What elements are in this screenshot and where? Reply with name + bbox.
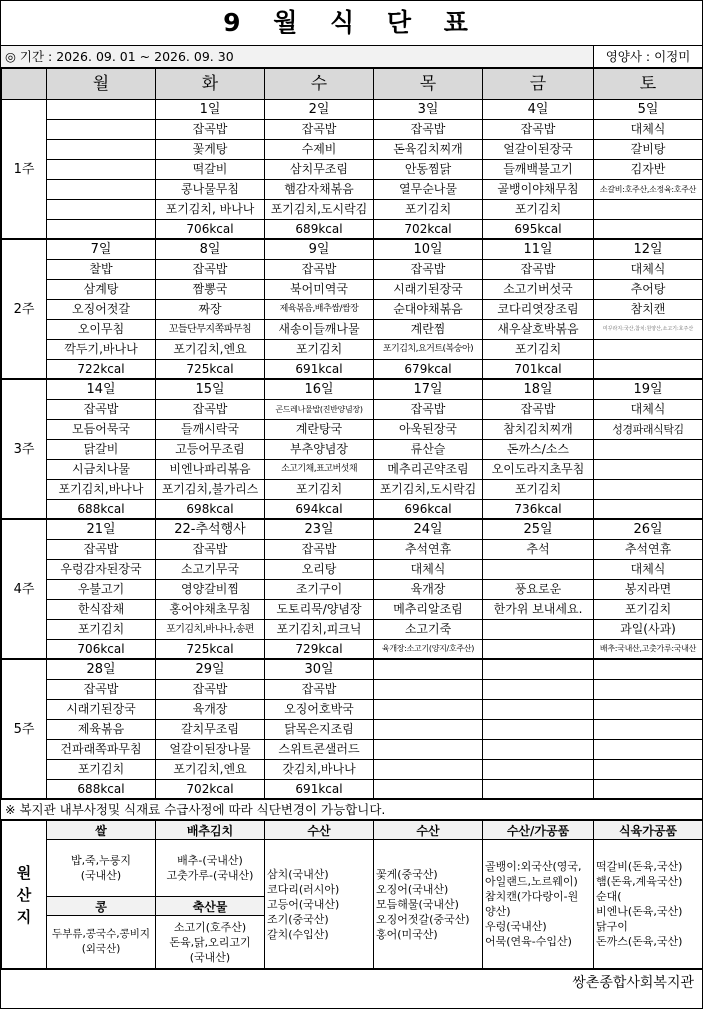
menu-item: 우렁감자된장국 (47, 560, 156, 580)
menu-item: 도토리묵/양념장 (265, 600, 374, 620)
menu-row (2, 460, 703, 480)
origin-seafood-3: 골뱅이:외국산(영국, 아일랜드,노르웨이) 참치캔(가다랑이-원 양산) 우렁(국내산) 어묵(연육-수입산) (483, 840, 594, 969)
menu-item: 햄감자채볶음 (265, 180, 374, 200)
menu-item (483, 740, 594, 760)
menu-row (2, 480, 703, 500)
kcal-cell: 725kcal (156, 640, 265, 660)
menu-item: 잡곡밥 (374, 120, 483, 140)
period-text: ◎ 기간 : 2026. 09. 01 ~ 2026. 09. 30 (5, 49, 234, 64)
menu-item: 비엔나파리볶음 (156, 460, 265, 480)
menu-item: 포기김치 (47, 620, 156, 640)
menu-item: 추어탕 (594, 280, 703, 300)
kcal-cell: 706kcal (156, 220, 265, 240)
menu-item: 대체식 (594, 560, 703, 580)
date-cell: 4일 (483, 100, 594, 120)
menu-row (2, 580, 703, 600)
menu-item (483, 720, 594, 740)
menu-item: 갈치무조림 (156, 720, 265, 740)
menu-item: 참치캔 (594, 300, 703, 320)
kcal-cell: 688kcal (47, 500, 156, 520)
menu-row (2, 600, 703, 620)
day-header: 목 (374, 69, 483, 100)
menu-row (2, 560, 703, 580)
menu-item (483, 680, 594, 700)
menu-item: 제육볶음,배추쌈/쌈장 (265, 300, 374, 320)
menu-item: 들깨백불고기 (483, 160, 594, 180)
date-cell: 2일 (265, 100, 374, 120)
menu-item: 순대야채볶음 (374, 300, 483, 320)
day-header: 월 (47, 69, 156, 100)
menu-item: 오징어젓갈 (47, 300, 156, 320)
footer-org-name: 쌍촌종합사회복지관 (1, 969, 702, 996)
menu-item: 오이무침 (47, 320, 156, 340)
date-cell: 30일 (265, 659, 374, 680)
date-cell: 19일 (594, 379, 703, 400)
date-cell: 24일 (374, 519, 483, 540)
menu-item (374, 700, 483, 720)
menu-row (2, 720, 703, 740)
menu-item: 갈비탕 (594, 140, 703, 160)
menu-item: 포기김치,불가리스 (156, 480, 265, 500)
kcal-cell (594, 360, 703, 380)
kcal-row (2, 500, 703, 520)
kcal-cell: 702kcal (156, 780, 265, 800)
kcal-cell: 육개장:소고기(양지/호주산) (374, 640, 483, 660)
menu-item: 떡갈비 (156, 160, 265, 180)
menu-item: 곤드레나물밥(진반양념장) (265, 400, 374, 420)
menu-item: 새송이들깨나물 (265, 320, 374, 340)
menu-item: 잡곡밥 (483, 260, 594, 280)
kcal-cell: 698kcal (156, 500, 265, 520)
kcal-cell (594, 500, 703, 520)
kcal-cell: 701kcal (483, 360, 594, 380)
week-label: 1주 (2, 100, 47, 240)
menu-row (2, 420, 703, 440)
menu-item: 제육볶음 (47, 720, 156, 740)
menu-item: 추석연휴 (594, 540, 703, 560)
day-header-row (2, 69, 703, 100)
menu-item (47, 180, 156, 200)
date-cell: 10일 (374, 239, 483, 260)
menu-item: 포기김치 (47, 760, 156, 780)
menu-item: 포기김치,바나나,송편 (156, 620, 265, 640)
menu-item: 잡곡밥 (47, 400, 156, 420)
menu-item: 잡곡밥 (265, 540, 374, 560)
menu-item: 잡곡밥 (483, 120, 594, 140)
date-cell: 15일 (156, 379, 265, 400)
menu-item: 우불고기 (47, 580, 156, 600)
menu-row (2, 620, 703, 640)
date-cell: 7일 (47, 239, 156, 260)
menu-row (2, 160, 703, 180)
date-row (2, 239, 703, 260)
menu-item: 깍두기,바나나 (47, 340, 156, 360)
date-cell: 26일 (594, 519, 703, 540)
menu-item: 잡곡밥 (47, 680, 156, 700)
menu-item: 미꾸라지:국산,참치:원양산,소고기:호주산 (594, 320, 703, 340)
menu-item: 스위트콘샐러드 (265, 740, 374, 760)
week-label: 4주 (2, 519, 47, 659)
menu-item: 고등어무조림 (156, 440, 265, 460)
menu-item: 돈까스/소스 (483, 440, 594, 460)
kcal-cell: 694kcal (265, 500, 374, 520)
menu-item: 오징어호박국 (265, 700, 374, 720)
date-cell: 18일 (483, 379, 594, 400)
menu-row (2, 120, 703, 140)
menu-item (374, 720, 483, 740)
menu-row (2, 760, 703, 780)
week-label: 3주 (2, 379, 47, 519)
menu-item: 부추양념장 (265, 440, 374, 460)
menu-item: 홍어야채초무침 (156, 600, 265, 620)
origin-header-seafood: 수산 (265, 821, 374, 840)
menu-item: 닭갈비 (47, 440, 156, 460)
menu-item: 시래기된장국 (47, 700, 156, 720)
menu-item: 류산슬 (374, 440, 483, 460)
date-cell: 16일 (265, 379, 374, 400)
menu-item (374, 760, 483, 780)
date-cell: 3일 (374, 100, 483, 120)
menu-item: 안동찜닭 (374, 160, 483, 180)
origin-header-rice: 쌀 (47, 821, 156, 840)
menu-item (47, 200, 156, 220)
menu-item: 삼계탕 (47, 280, 156, 300)
menu-row (2, 440, 703, 460)
menu-item: 대체식 (594, 260, 703, 280)
week-label: 2주 (2, 239, 47, 379)
menu-item: 포기김치 (483, 480, 594, 500)
date-cell: 12일 (594, 239, 703, 260)
origin-header-processed-meat: 식육가공품 (594, 821, 703, 840)
date-cell (483, 659, 594, 680)
menu-item (594, 700, 703, 720)
kcal-cell: 695kcal (483, 220, 594, 240)
menu-item: 계란찜 (374, 320, 483, 340)
menu-item (483, 700, 594, 720)
origin-meat: 소고기(호주산) 돈육,닭,오리고기 (국내산) (156, 916, 265, 969)
kcal-cell (374, 780, 483, 800)
menu-item: 소갈비:호주산,소정육:호주산 (594, 180, 703, 200)
kcal-cell: 706kcal (47, 640, 156, 660)
menu-item: 갓김치,바나나 (265, 760, 374, 780)
menu-row (2, 280, 703, 300)
menu-item: 육개장 (374, 580, 483, 600)
menu-item: 콩나물무침 (156, 180, 265, 200)
menu-item: 대체식 (594, 400, 703, 420)
change-notice: ※ 복지관 내부사정및 식재료 수급사정에 따라 식단변경이 가능합니다. (1, 800, 702, 820)
menu-item: 추석 (483, 540, 594, 560)
kcal-row (2, 220, 703, 240)
menu-row (2, 260, 703, 280)
menu-item: 잡곡밥 (156, 260, 265, 280)
origin-rice: 밥,죽,누룽지 (국내산) (47, 840, 156, 897)
date-cell: 5일 (594, 100, 703, 120)
menu-row (2, 400, 703, 420)
kcal-cell: 688kcal (47, 780, 156, 800)
origin-table (1, 820, 703, 969)
menu-item (594, 720, 703, 740)
menu-item (594, 460, 703, 480)
kcal-cell: 679kcal (374, 360, 483, 380)
origin-processed: 떡갈비(돈육,국산) 햄(돈육,계육국산) 순대( 비엔나(돈육,국산) 닭구이 돈까스(돈육,국산) (594, 840, 703, 969)
menu-item: 한식잡채 (47, 600, 156, 620)
kcal-cell: 725kcal (156, 360, 265, 380)
day-header: 수 (265, 69, 374, 100)
kcal-row (2, 780, 703, 800)
menu-item (47, 120, 156, 140)
menu-item: 과일(사과) (594, 620, 703, 640)
menu-item: 돈육김치찌개 (374, 140, 483, 160)
menu-item: 골뱅이야채무침 (483, 180, 594, 200)
origin-header-seafood: 수산 (374, 821, 483, 840)
menu-item: 얼갈이된장국 (483, 140, 594, 160)
menu-item: 짬뽕국 (156, 280, 265, 300)
menu-item: 포기김치 (483, 200, 594, 220)
origin-kimchi: 배추-(국내산) 고춧가루-(국내산) (156, 840, 265, 897)
menu-row (2, 680, 703, 700)
origin-header-bean: 콩 (47, 897, 156, 916)
origin-header-kimchi: 배추김치 (156, 821, 265, 840)
menu-item: 잡곡밥 (265, 260, 374, 280)
menu-item (47, 160, 156, 180)
menu-item: 소고기채,표고버섯채 (265, 460, 374, 480)
menu-item: 꽃게탕 (156, 140, 265, 160)
menu-item (483, 560, 594, 580)
menu-item (594, 740, 703, 760)
menu-row (2, 320, 703, 340)
kcal-cell: 736kcal (483, 500, 594, 520)
kcal-row (2, 360, 703, 380)
menu-item: 포기김치 (265, 340, 374, 360)
menu-item: 열무순나물 (374, 180, 483, 200)
menu-item: 봉지라면 (594, 580, 703, 600)
menu-item (483, 760, 594, 780)
menu-item: 영양갈비찜 (156, 580, 265, 600)
menu-item: 포기김치 (265, 480, 374, 500)
menu-item: 잡곡밥 (374, 400, 483, 420)
menu-item: 포기김치,요거트(복숭아) (374, 340, 483, 360)
day-header: 토 (594, 69, 703, 100)
menu-item: 풍요로운 (483, 580, 594, 600)
date-cell: 29일 (156, 659, 265, 680)
menu-item: 잡곡밥 (483, 400, 594, 420)
origin-label: 원 산 지 (2, 821, 47, 969)
menu-item: 메추리알조림 (374, 600, 483, 620)
menu-row (2, 340, 703, 360)
menu-item (374, 680, 483, 700)
menu-item: 소고기버섯국 (483, 280, 594, 300)
kcal-cell (594, 780, 703, 800)
date-row (2, 659, 703, 680)
menu-item: 계란탕국 (265, 420, 374, 440)
origin-seafood-2: 꽃게(중국산) 오징어(국내산) 모듬해물(국내산) 오징어젓갈(중국산) 홍어(미국산) (374, 840, 483, 969)
menu-item: 얼갈이된장나물 (156, 740, 265, 760)
menu-item: 잡곡밥 (156, 120, 265, 140)
menu-row (2, 740, 703, 760)
menu-item (594, 760, 703, 780)
kcal-cell: 702kcal (374, 220, 483, 240)
menu-item: 잡곡밥 (265, 120, 374, 140)
menu-item (483, 620, 594, 640)
date-cell: 28일 (47, 659, 156, 680)
kcal-cell: 696kcal (374, 500, 483, 520)
kcal-cell (594, 220, 703, 240)
menu-item (594, 680, 703, 700)
menu-item: 포기김치,바나나 (47, 480, 156, 500)
menu-item (594, 340, 703, 360)
menu-item: 수제비 (265, 140, 374, 160)
day-header: 금 (483, 69, 594, 100)
date-cell (47, 100, 156, 120)
date-cell: 11일 (483, 239, 594, 260)
menu-item: 포기김치 (483, 340, 594, 360)
kcal-cell: 배추:국내산,고춧가루:국내산 (594, 640, 703, 660)
menu-item: 성경파래식탁김 (594, 420, 703, 440)
date-cell: 23일 (265, 519, 374, 540)
date-row (2, 519, 703, 540)
origin-seafood-1: 삼치(국내산) 코다리(러시아) 고등어(국내산) 조기(중국산) 갈치(수입산) (265, 840, 374, 969)
menu-item: 참치김치찌개 (483, 420, 594, 440)
menu-item: 코다리엿장조림 (483, 300, 594, 320)
menu-item: 시금치나물 (47, 460, 156, 480)
day-header: 화 (156, 69, 265, 100)
kcal-cell: 689kcal (265, 220, 374, 240)
menu-item: 찰밥 (47, 260, 156, 280)
menu-row (2, 140, 703, 160)
date-cell: 14일 (47, 379, 156, 400)
menu-item (594, 200, 703, 220)
kcal-cell: 691kcal (265, 780, 374, 800)
date-row (2, 100, 703, 120)
menu-item: 북어미역국 (265, 280, 374, 300)
menu-row (2, 200, 703, 220)
corner-cell (2, 69, 47, 100)
page-title: 9 월 식 단 표 (1, 1, 702, 46)
date-cell: 9일 (265, 239, 374, 260)
kcal-cell (483, 780, 594, 800)
origin-header-meat: 축산물 (156, 897, 265, 916)
date-cell: 25일 (483, 519, 594, 540)
menu-item: 포기김치,엔요 (156, 760, 265, 780)
menu-item (47, 140, 156, 160)
menu-item: 잡곡밥 (156, 540, 265, 560)
menu-item: 김자반 (594, 160, 703, 180)
menu-item: 메추리곤약조림 (374, 460, 483, 480)
origin-bean: 두부류,콩국수,콩비지 (외국산) (47, 916, 156, 969)
menu-item: 잡곡밥 (374, 260, 483, 280)
menu-item: 오리탕 (265, 560, 374, 580)
menu-item: 건파래쪽파무침 (47, 740, 156, 760)
date-cell (374, 659, 483, 680)
menu-item: 닭목은지조림 (265, 720, 374, 740)
menu-item: 포기김치,엔요 (156, 340, 265, 360)
menu-item: 추석연휴 (374, 540, 483, 560)
menu-item: 모듬어묵국 (47, 420, 156, 440)
menu-item: 포기김치,도시락김 (374, 480, 483, 500)
menu-item: 잡곡밥 (156, 680, 265, 700)
menu-item: 잡곡밥 (265, 680, 374, 700)
menu-item: 시래기된장국 (374, 280, 483, 300)
menu-item (594, 480, 703, 500)
menu-item: 잡곡밥 (156, 400, 265, 420)
menu-item (374, 740, 483, 760)
menu-item: 잡곡밥 (47, 540, 156, 560)
origin-header-seafood-processed: 수산/가공품 (483, 821, 594, 840)
kcal-cell (483, 640, 594, 660)
date-row (2, 379, 703, 400)
menu-row (2, 300, 703, 320)
menu-item: 한가위 보내세요. (483, 600, 594, 620)
menu-item: 육개장 (156, 700, 265, 720)
menu-item (594, 440, 703, 460)
menu-item: 포기김치,피크닉 (265, 620, 374, 640)
kcal-row (2, 640, 703, 660)
menu-item: 대체식 (374, 560, 483, 580)
menu-item: 포기김치 (374, 200, 483, 220)
kcal-cell: 729kcal (265, 640, 374, 660)
menu-item: 삼치무조림 (265, 160, 374, 180)
menu-item: 짜장 (156, 300, 265, 320)
kcal-cell (47, 220, 156, 240)
nutritionist-text: 영양사 : 이정미 (593, 46, 702, 67)
week-label: 5주 (2, 659, 47, 799)
menu-item: 들깨시락국 (156, 420, 265, 440)
menu-item: 꼬들단무지쪽파무침 (156, 320, 265, 340)
menu-item: 소고기무국 (156, 560, 265, 580)
date-cell: 21일 (47, 519, 156, 540)
menu-item: 포기김치,도시락김 (265, 200, 374, 220)
menu-table (1, 68, 703, 800)
date-cell: 17일 (374, 379, 483, 400)
kcal-cell: 722kcal (47, 360, 156, 380)
menu-row (2, 180, 703, 200)
date-cell: 8일 (156, 239, 265, 260)
menu-item: 포기김치, 바나나 (156, 200, 265, 220)
info-bar (1, 46, 702, 68)
menu-item: 조기구이 (265, 580, 374, 600)
date-cell: 22-추석행사 (156, 519, 265, 540)
menu-row (2, 700, 703, 720)
date-cell: 1일 (156, 100, 265, 120)
menu-item: 아욱된장국 (374, 420, 483, 440)
menu-item: 대체식 (594, 120, 703, 140)
menu-row (2, 540, 703, 560)
date-cell (594, 659, 703, 680)
menu-item: 포기김치 (594, 600, 703, 620)
menu-item: 소고기죽 (374, 620, 483, 640)
kcal-cell: 691kcal (265, 360, 374, 380)
menu-item: 새우살호박볶음 (483, 320, 594, 340)
menu-item: 오이도라지초무침 (483, 460, 594, 480)
